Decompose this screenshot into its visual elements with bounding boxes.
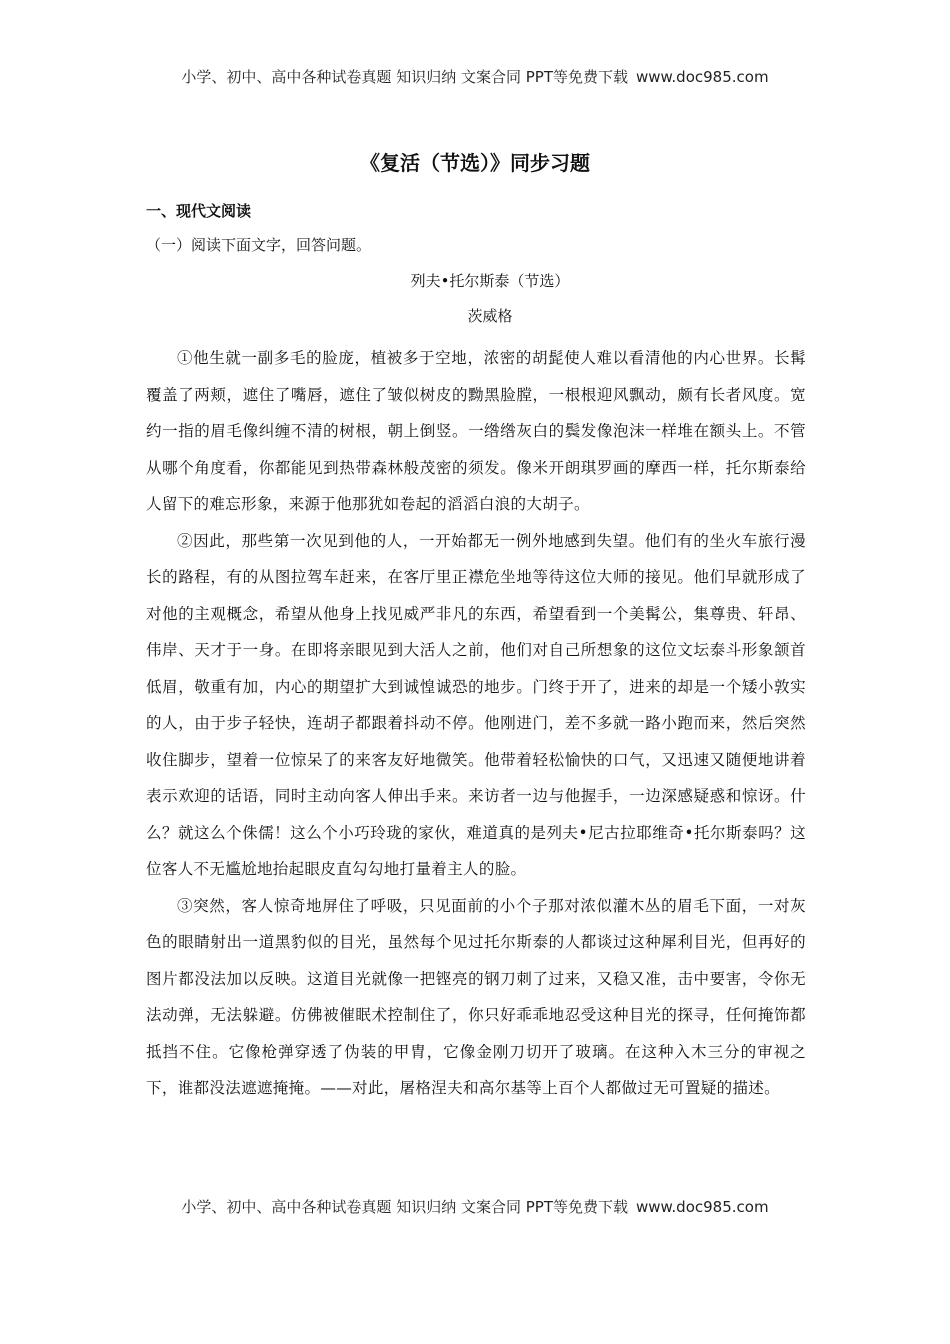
paragraph-1: ①他生就一副多毛的脸庞，植被多于空地，浓密的胡髭使人难以看清他的内心世界。长髯覆盖了两颊，遮住了嘴唇，遮住了皱似树皮的黝黑脸膛，一根根迎风飘动，颇有长者风度。宽约一指的眉毛像纠缠不清的树根，朝上倒竖。一绺绺灰白的鬓发像泡沫一样堆在额头上。不管从哪个角度看，你都能见到热带森林般茂密的须发。像米开朗琪罗画的摩西一样，托尔斯泰给人留下的难忘形象，来源于他那犹如卷起的滔滔白浪的大胡子。 bbox=[146, 349, 806, 513]
paragraph-2: ②因此，那些第一次见到他的人，一开始都无一例外地感到失望。他们有的坐火车旅行漫长的路程，有的从图拉驾车赶来，在客厅里正襟危坐地等待这位大师的接见。他们早就形成了对他的主观概念，希望从他身上找见威严非凡的东西，希望看到一个美髯公，集尊贵、轩昂、伟岸、天才于一身。在即将亲眼见到大活人之前，他们对自己所想象的这位文坛泰斗形象颔首低眉，敬重有加，内心的期望扩大到诚惶诚恐的地步。门终于开了，进来的却是一个矮小敦实的人，由于步子轻快，连胡子都跟着抖动不停。他刚进门，差不多就一路小跑而来，然后突然收住脚步，望着一位惊呆了的来客友好地微笑。他带着轻松愉快的口气，又迅速又随便地讲着表示欢迎的话语，同时主动向客人伸出手来。来访者一边与他握手，一边深感疑惑和惊讶。什么？就这么个侏儒！这么个小巧玲珑的家伙，难道真的是列夫•尼古拉耶维奇•托尔斯泰吗？这位客人不无尴尬地抬起眼皮直勾勾地打量着主人的脸。 bbox=[146, 531, 806, 878]
header-banner-text: 小学、初中、高中各种试卷真题 知识归纳 文案合同 PPT等免费下载 bbox=[181, 68, 628, 86]
section-heading: 一、现代文阅读 bbox=[146, 202, 252, 220]
question-intro: （一）阅读下面文字，回答问题。 bbox=[146, 236, 372, 254]
footer-banner bbox=[0, 1196, 950, 1217]
footer-banner-url[interactable]: www.doc985.com bbox=[635, 1198, 769, 1216]
header-banner bbox=[0, 66, 950, 87]
document-title: 《复活（节选）》同步习题 bbox=[360, 151, 590, 175]
footer-banner-text: 小学、初中、高中各种试卷真题 知识归纳 文案合同 PPT等免费下载 bbox=[181, 1198, 628, 1216]
header-banner-url[interactable]: www.doc985.com bbox=[635, 68, 769, 86]
article-author: 茨威格 bbox=[467, 307, 513, 325]
article-body bbox=[146, 340, 806, 1107]
paragraph-3: ③突然，客人惊奇地屏住了呼吸，只见面前的小个子那对浓似灌木丛的眉毛下面，一对灰色的眼睛射出一道黑豹似的目光，虽然每个见过托尔斯泰的人都谈过这种犀利目光，但再好的图片都没法加以反映。这道目光就像一把铿亮的钢刀刺了过来，又稳又准，击中要害，令你无法动弹，无法躲避。仿佛被催眠术控制住了，你只好乖乖地忍受这种目光的探寻，任何掩饰都抵挡不住。它像枪弹穿透了伪装的甲胄，它像金刚刀切开了玻璃。在这种入木三分的审视之下，谁都没法遮遮掩掩。——对此，屠格涅夫和高尔基等上百个人都做过无可置疑的描述。 bbox=[146, 896, 806, 1097]
article-title: 列夫•托尔斯泰（节选） bbox=[410, 272, 570, 290]
